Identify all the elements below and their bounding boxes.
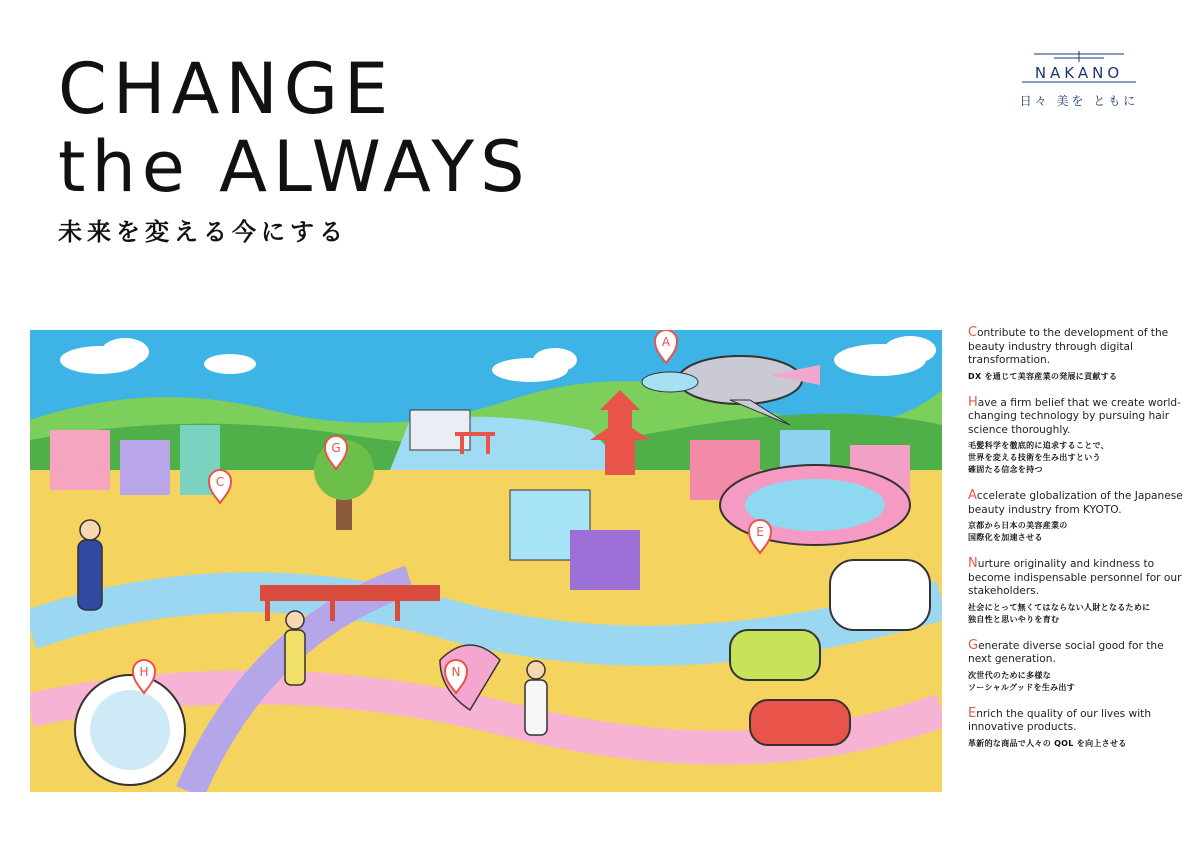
value-initial: G [968,637,979,653]
logo-tagline: 日々 美を ともに [1019,94,1139,108]
value-english-text: urture originality and kindness to become indispensable personnel for our stakeholders. [968,558,1182,597]
value-japanese-line: ソーシャルグッドを生み出す [968,682,1076,692]
map-pin-label: N [451,665,461,679]
value-item [968,489,1190,544]
value-english [968,396,1190,438]
value-english-text: nrich the quality of our lives with innovative products. [968,707,1152,733]
value-english [968,489,1190,517]
value-japanese-line: 確固たる信念を持つ [968,465,1043,474]
map-pin-label: E [756,525,764,539]
title-line-1: CHANGE [58,48,395,130]
map-pin-label: H [139,665,149,679]
map-pin-label: C [215,475,225,489]
value-english [968,326,1190,368]
value-english [968,639,1190,667]
value-japanese-line: DX を通じて美容産業の発展に貢献する [968,371,1118,381]
value-item [968,326,1190,383]
value-initial: H [968,394,978,410]
value-japanese-line: 毛髪科学を徹底的に追求することで、 [968,441,1109,450]
page-title [58,50,531,206]
value-english [968,557,1190,599]
value-japanese-line: 社会にとって無くてはならない人財となるために [968,602,1151,612]
value-english-text: ave a firm belief that we create world-changing technology by pursuing hair science thoroughly. [968,396,1181,436]
value-japanese-line: 革新的な商品で人々の QOL を向上させる [968,738,1127,748]
map-pin-label: G [331,441,341,455]
values-panel [968,326,1190,763]
title-line-2: the ALWAYS [58,126,531,208]
value-english-text: ccelerate globalization of the Japanese beauty industry from KYOTO. [968,490,1183,516]
city-illustration [30,330,942,792]
value-item [968,639,1190,694]
page-subtitle: 未来を変える今にする [58,218,348,246]
value-item [968,396,1190,477]
logo-name: NAKANO [1034,64,1124,82]
value-item [968,707,1190,750]
value-item [968,557,1190,626]
value-english [968,707,1190,735]
value-english-text: enerate diverse social good for the next generation. [968,639,1164,665]
brand-logo [1014,50,1144,109]
value-japanese-line: 独自性と思いやりを育む [968,614,1060,624]
value-japanese-line: 国際化を加速させる [968,533,1043,542]
value-initial: E [968,705,977,721]
value-initial: N [968,556,978,571]
city-illustration-art [30,330,942,792]
logo-mark-icon [1014,50,1144,90]
value-japanese-line: 次世代のために多様な [968,670,1051,680]
value-japanese-line: 京都から日本の美容産業の [968,521,1068,530]
map-pin-label: A [661,335,671,349]
value-initial: A [968,488,977,503]
value-initial: C [968,325,978,340]
value-japanese-line: 世界を変える技術を生み出すという [968,453,1101,462]
value-english-text: ontribute to the development of the beauty industry through digital transformation. [968,327,1169,366]
